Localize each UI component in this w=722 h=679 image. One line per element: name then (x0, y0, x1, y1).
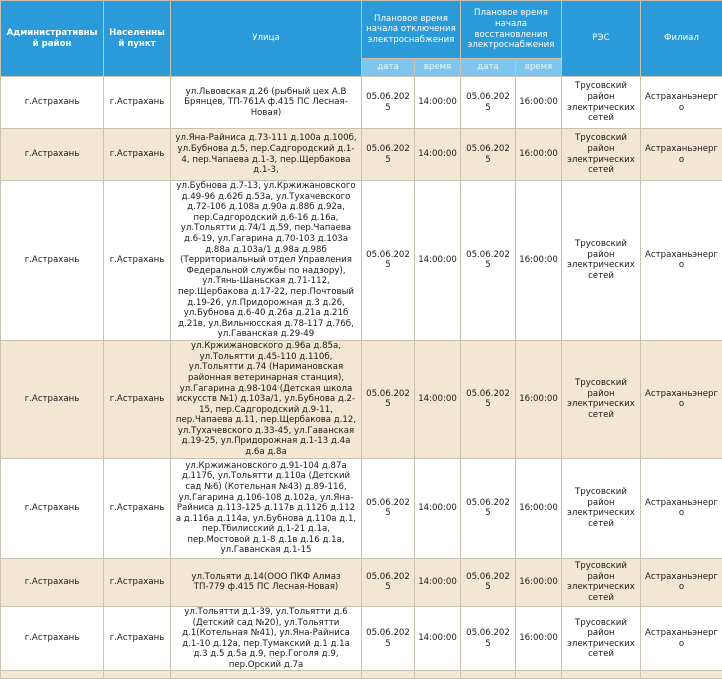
cell-locality (104, 671, 171, 679)
cell-off-date: 05.06.2025 (362, 340, 415, 458)
header-locality: Населенный пункт (104, 1, 171, 77)
cell-off-time: 14:00:00 (415, 340, 461, 458)
subheader-off-date: дата (362, 59, 415, 77)
cell-street: ул.Яна-Райниса д.73-111 д.100а д.100б, ул.Бубнова д.5, пер.Садгородский д.1-4, пер.Чапаева д.1-3, пер.Щербакова д.1-3, (171, 129, 362, 181)
subheader-on-time: время (516, 59, 562, 77)
cell-off-date: 05.06.2025 (362, 181, 415, 341)
cell-street: ул.Львовская д.26 (рыбный цех А.В Брянцев, ТП-761А ф.415 ПС Лесная-Новая) (171, 77, 362, 129)
subheader-on-date: дата (461, 59, 516, 77)
cell-on-date: 05.06.2025 (461, 77, 516, 129)
cell-branch: Астраханьэнерго (641, 458, 722, 558)
cell-off-date: 05.06.2025 (362, 606, 415, 671)
header-off-time: Плановое время начала отключения электроснабжения (362, 1, 461, 59)
cell-on-time: 16:00:00 (516, 181, 562, 341)
cell-branch: Астраханьэнерго (641, 77, 722, 129)
cell-locality: г.Астрахань (104, 458, 171, 558)
cell-res: Трусовский район электрических сетей (562, 181, 641, 341)
cell-branch: Астраханьэнерго (641, 606, 722, 671)
cell-res: Трусовский район электрических сетей (562, 340, 641, 458)
cell-on-time: 16:00:00 (516, 458, 562, 558)
subheader-off-time: время (415, 59, 461, 77)
cell-locality: г.Астрахань (104, 558, 171, 606)
cell-res (562, 671, 641, 679)
cell-on-date: 05.06.2025 (461, 606, 516, 671)
cell-street: ул.Тольятти д.1-39, ул.Тольятти д.6 (Детский сад №20), ул.Тольятти д.1(Котельная №41), ул.Яна-Райниса д.1-10 д.12а, пер.Тумакский д.1 д.1а д.3 д.5 д.5а д.9, пер.Гоголя д.9, пер.Орский д.7а (171, 606, 362, 671)
table-row (1, 558, 722, 606)
cell-on-date (461, 671, 516, 679)
cell-street: ул.Кржижановского д.96а д.85а, ул.Тольятти д.45-110 д.110б, ул.Тольятти д.74 (Наримановская районная ветеринарная станция), ул.Гагарина д.98-104 (Детская школа искусств №1) д.103а/1, ул.Бубнова д.2-15, пер.Садгородский д.9-11, пер.Чапаева д.11, пер.Щербакова д.12, ул.Тухачевского д.33-45, ул.Гаванская д.19-25, ул.Придорожная д.1-13 д.4а д.6а д.8а (171, 340, 362, 458)
cell-district (1, 671, 104, 679)
cell-res: Трусовский район электрических сетей (562, 458, 641, 558)
cell-street: ул.Тольяти д.14(ООО ПКФ Алмаз ТП-779 ф.415 ПС Лесная-Новая) (171, 558, 362, 606)
cell-on-date: 05.06.2025 (461, 558, 516, 606)
cell-locality: г.Астрахань (104, 606, 171, 671)
cell-on-date: 05.06.2025 (461, 458, 516, 558)
cell-on-date: 05.06.2025 (461, 340, 516, 458)
cell-district: г.Астрахань (1, 606, 104, 671)
cell-off-time: 14:00:00 (415, 606, 461, 671)
header-res: РЭС (562, 1, 641, 77)
cell-off-time: 14:00:00 (415, 129, 461, 181)
cell-locality: г.Астрахань (104, 340, 171, 458)
cell-district: г.Астрахань (1, 340, 104, 458)
cell-on-time (516, 671, 562, 679)
cell-on-time: 16:00:00 (516, 558, 562, 606)
cell-branch: Астраханьэнерго (641, 558, 722, 606)
cell-on-time: 16:00:00 (516, 129, 562, 181)
cell-res: Трусовский район электрических сетей (562, 77, 641, 129)
table-row (1, 181, 722, 341)
cell-district: г.Астрахань (1, 558, 104, 606)
table-header-row (1, 1, 722, 59)
cell-street: ул.Кржижановского д.91-104 д.87а д.117б, ул.Тольятти д.110а (Детский сад №6) (Котельная №43) д.89-116, ул.Гагарина д.106-108 д.102а, ул.Яна-Райниса д.113-125 д.117в д.112б д.112 а д.116а д.114а, ул.Бубнова д.110а д.1, пер.Тбилисский д.1-21 д.1а, пер.Мостовой д.1-8 д.1в д.16 д.1а, ул.Гаванская д.1-15 (171, 458, 362, 558)
cell-branch: Астраханьэнерго (641, 129, 722, 181)
cell-street (171, 671, 362, 679)
cell-district: г.Астрахань (1, 181, 104, 341)
cell-res: Трусовский район электрических сетей (562, 558, 641, 606)
table-row (1, 671, 722, 679)
cell-on-time: 16:00:00 (516, 606, 562, 671)
cell-district: г.Астрахань (1, 129, 104, 181)
cell-district: г.Астрахань (1, 77, 104, 129)
cell-off-date: 05.06.2025 (362, 77, 415, 129)
cell-on-time: 16:00:00 (516, 77, 562, 129)
cell-street: ул.Бубнова д.7-13, ул.Кржижановского д.49-96 д.62б д.53а, ул.Тухачевского д.72-106 д.108а д.90а д.88б д.92а, пер.Садгородский д.6-16 д.16а, ул.Тольятти д.74/1 д.59, пер.Чапаева д.6-19, ул.Гагарина д.70-103 д.103а д.88а д.103а/1 д.98а д.98б (Территориальный отдел Управления Федеральной службы по надзору), ул.Тянь-Шаньская д.71-112, пер.Щербакова д.17-22, пер.Почтовый д.19-26, ул.Придорожная д.3 д.26, ул.Бубнова д.6-40 д.26а д.21а д.21б д.21в, ул.Вильнюсская д.78-117 д.76б, ул.Гаванская д.29-49 (171, 181, 362, 341)
cell-off-date (362, 671, 415, 679)
table-row (1, 340, 722, 458)
cell-locality: г.Астрахань (104, 181, 171, 341)
cell-res: Трусовский район электрических сетей (562, 606, 641, 671)
cell-branch: Астраханьэнерго (641, 340, 722, 458)
cell-on-date: 05.06.2025 (461, 181, 516, 341)
cell-district: г.Астрахань (1, 458, 104, 558)
cell-off-time: 14:00:00 (415, 458, 461, 558)
header-branch: Филиал (641, 1, 722, 77)
table-row (1, 606, 722, 671)
cell-off-date: 05.06.2025 (362, 558, 415, 606)
cell-branch (641, 671, 722, 679)
cell-on-date: 05.06.2025 (461, 129, 516, 181)
cell-on-time: 16:00:00 (516, 340, 562, 458)
table-row (1, 129, 722, 181)
table-row (1, 458, 722, 558)
cell-off-time (415, 671, 461, 679)
cell-res: Трусовский район электрических сетей (562, 129, 641, 181)
cell-off-time: 14:00:00 (415, 181, 461, 341)
cell-off-date: 05.06.2025 (362, 129, 415, 181)
cell-off-date: 05.06.2025 (362, 458, 415, 558)
header-on-time: Плановое время начала восстановления электроснабжения (461, 1, 562, 59)
cell-locality: г.Астрахань (104, 129, 171, 181)
cell-locality: г.Астрахань (104, 77, 171, 129)
cell-off-time: 14:00:00 (415, 77, 461, 129)
table-row (1, 77, 722, 129)
header-street: Улица (171, 1, 362, 77)
header-district: Административный район (1, 1, 104, 77)
cell-off-time: 14:00:00 (415, 558, 461, 606)
cell-branch: Астраханьэнерго (641, 181, 722, 341)
